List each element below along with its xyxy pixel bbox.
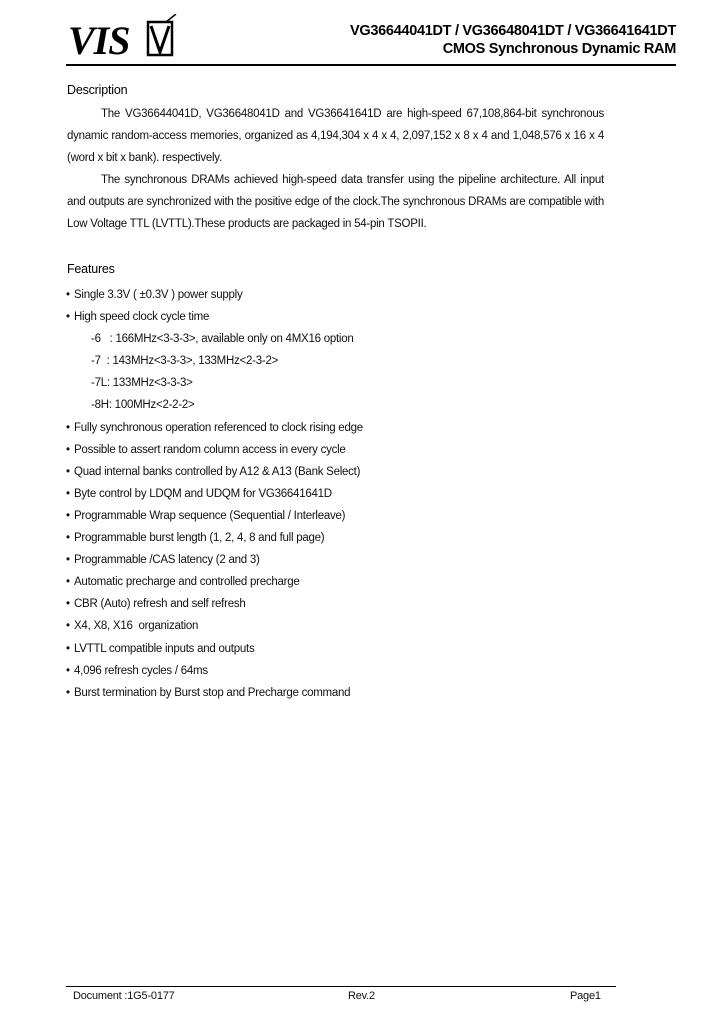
bullet-icon: •	[66, 598, 70, 611]
bullet-icon: •	[66, 487, 70, 500]
feature-item: • Quad internal banks controlled by A12 & A13 (Bank Select)	[66, 461, 626, 483]
feature-item: • Single 3.3V ( ±0.3V ) power supply	[66, 284, 626, 306]
feature-item: • LVTTL compatible inputs and outputs	[66, 638, 626, 660]
logo-wordmark: VIS	[68, 18, 130, 63]
footer-divider	[66, 986, 616, 987]
description-paragraph: The VG36644041D, VG36648041D and VG36641641D are high-speed 67,108,864-bit synchronous dynamic random-access memories, organized as 4,194,304 x 4 x 4, 2,097,152 x 8 x 4 and 1,048,576 x 16 x 4 (word x bit x bank). respectively.	[67, 108, 604, 164]
feature-subitem: -8H: 100MHz<2-2-2>	[91, 399, 195, 412]
bullet-icon: •	[66, 311, 70, 324]
document-subtitle: CMOS Synchronous Dynamic RAM	[442, 41, 676, 57]
feature-item: • Possible to assert random column access in every cycle	[66, 439, 626, 461]
bullet-icon: •	[66, 465, 70, 478]
feature-item: • Fully synchronous operation referenced to clock rising edge	[66, 417, 626, 439]
feature-item: • CBR (Auto) refresh and self refresh	[66, 593, 626, 615]
revision-label: Rev.2	[348, 990, 375, 1002]
feature-item: • Programmable Wrap sequence (Sequential / Interleave)	[66, 505, 626, 527]
feature-subitem: -7L: 133MHz<3-3-3>	[91, 377, 193, 390]
description-heading: Description	[67, 83, 128, 97]
company-logo	[68, 14, 180, 66]
bullet-icon: •	[66, 443, 70, 456]
description-body	[67, 103, 604, 235]
bullet-icon: •	[66, 509, 70, 522]
bullet-icon: •	[66, 576, 70, 589]
bullet-icon: •	[66, 532, 70, 545]
document-number: Document :1G5-0177	[73, 990, 175, 1002]
page-number: Page1	[570, 990, 601, 1002]
document-title	[350, 22, 676, 58]
feature-subitem: -6 : 166MHz<3-3-3>, available only on 4MX16 option	[91, 333, 354, 346]
feature-item: • Byte control by LDQM and UDQM for VG36641641D	[66, 483, 626, 505]
feature-item: • High speed clock cycle time	[66, 306, 626, 328]
feature-subitem: -7 : 143MHz<3-3-3>, 133MHz<2-3-2>	[91, 355, 279, 368]
bullet-icon: •	[66, 642, 70, 655]
feature-item: • X4, X8, X16 organization	[66, 615, 626, 637]
feature-item: • 4,096 refresh cycles / 64ms	[66, 660, 626, 682]
feature-item: • Automatic precharge and controlled precharge	[66, 571, 626, 593]
bullet-icon: •	[66, 664, 70, 677]
part-numbers: VG36644041DT / VG36648041DT / VG36641641DT	[350, 23, 676, 39]
feature-item: • Programmable burst length (1, 2, 4, 8 and full page)	[66, 527, 626, 549]
bullet-icon: •	[66, 554, 70, 567]
bullet-icon: •	[66, 421, 70, 434]
logo-triangle-icon	[148, 14, 176, 55]
bullet-icon: •	[66, 289, 70, 301]
header-divider	[66, 64, 676, 66]
features-list	[66, 284, 626, 704]
description-paragraph: The synchronous DRAMs achieved high-speed data transfer using the pipeline architecture. All input and outputs are synchronized with the positive edge of the clock.The synchronous DRAMs are compatible with Low Voltage TTL (LVTTL).These products are packaged in 54-pin TSOPII.	[67, 174, 604, 230]
feature-item: • Burst termination by Burst stop and Precharge command	[66, 682, 626, 704]
bullet-icon: •	[66, 686, 70, 699]
features-heading: Features	[67, 262, 115, 276]
feature-item: • Programmable /CAS latency (2 and 3)	[66, 549, 626, 571]
bullet-icon: •	[66, 620, 70, 633]
